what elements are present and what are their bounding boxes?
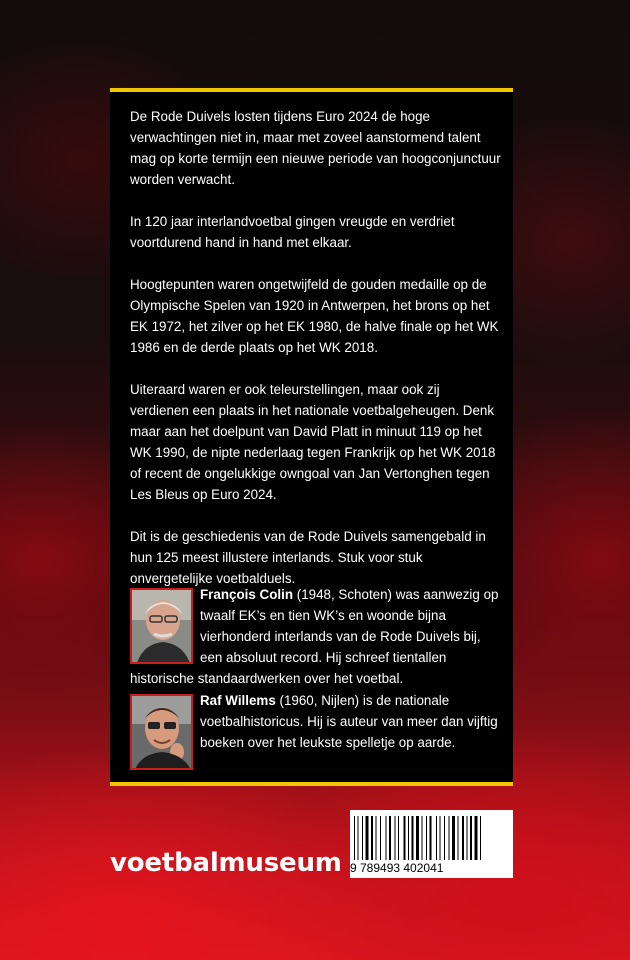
blurb-text	[130, 106, 502, 610]
author-name: François Colin	[200, 587, 294, 602]
author-bio-willems	[130, 690, 502, 770]
blurb-panel	[110, 88, 513, 786]
author-bio: (1960, Nijlen) is de nationale voetbalhistoricus. Hij is auteur van meer dan vijftig boeken over het leukste spelletje op aarde.	[200, 693, 498, 750]
barcode-bars	[353, 816, 510, 860]
author-bio-colin	[130, 584, 502, 689]
blurb-paragraph: Uiteraard waren er ook teleurstellingen, maar ook zij verdienen een plaats in het nationale voetbalgeheugen. Denk maar aan het doelpunt van David Platt in minuut 119 op het WK 1990, de nipte nederlaag tegen Frankrijk op het WK 2018 of recent de ongelukkige owngoal van Jan Vertonghen tegen Les Bleus op Euro 2024.	[130, 382, 496, 502]
author-photo	[130, 588, 193, 664]
blurb-paragraph: Dit is de geschiedenis van de Rode Duivels samengebald in hun 125 meest illustere interlands. Stuk voor stuk onvergetelijke voetbalduels.	[130, 529, 486, 586]
author-bio: (1948, Schoten) was aanwezig op twaalf EK’s en tien WK’s en woonde bijna vierhonderd interlands van de Rode Duivels bij, een absoluut record. Hij schreef tientallen historische standaardwerken over het voetbal.	[130, 587, 499, 686]
barcode-digits: 9 789493 402041	[350, 861, 444, 875]
author-photo	[130, 694, 193, 770]
blurb-paragraph: De Rode Duivels losten tijdens Euro 2024 de hoge verwachtingen niet in, maar met zoveel aanstormend talent mag op korte termijn een nieuwe periode van hoogconjunctuur worden verwacht.	[130, 109, 501, 187]
blurb-paragraph: In 120 jaar interlandvoetbal gingen vreugde en verdriet voortdurend hand in hand met elkaar.	[130, 214, 455, 250]
blurb-paragraph: Hoogtepunten waren ongetwijfeld de gouden medaille op de Olympische Spelen van 1920 in Antwerpen, het brons op het EK 1972, het zilver op het EK 1980, de halve finale op het WK 1986 en de derde plaats op het WK 2018.	[130, 277, 499, 355]
isbn-barcode	[350, 810, 513, 878]
publisher-logo: voetbalmuseum	[110, 848, 342, 878]
author-name: Raf Willems	[200, 693, 276, 708]
